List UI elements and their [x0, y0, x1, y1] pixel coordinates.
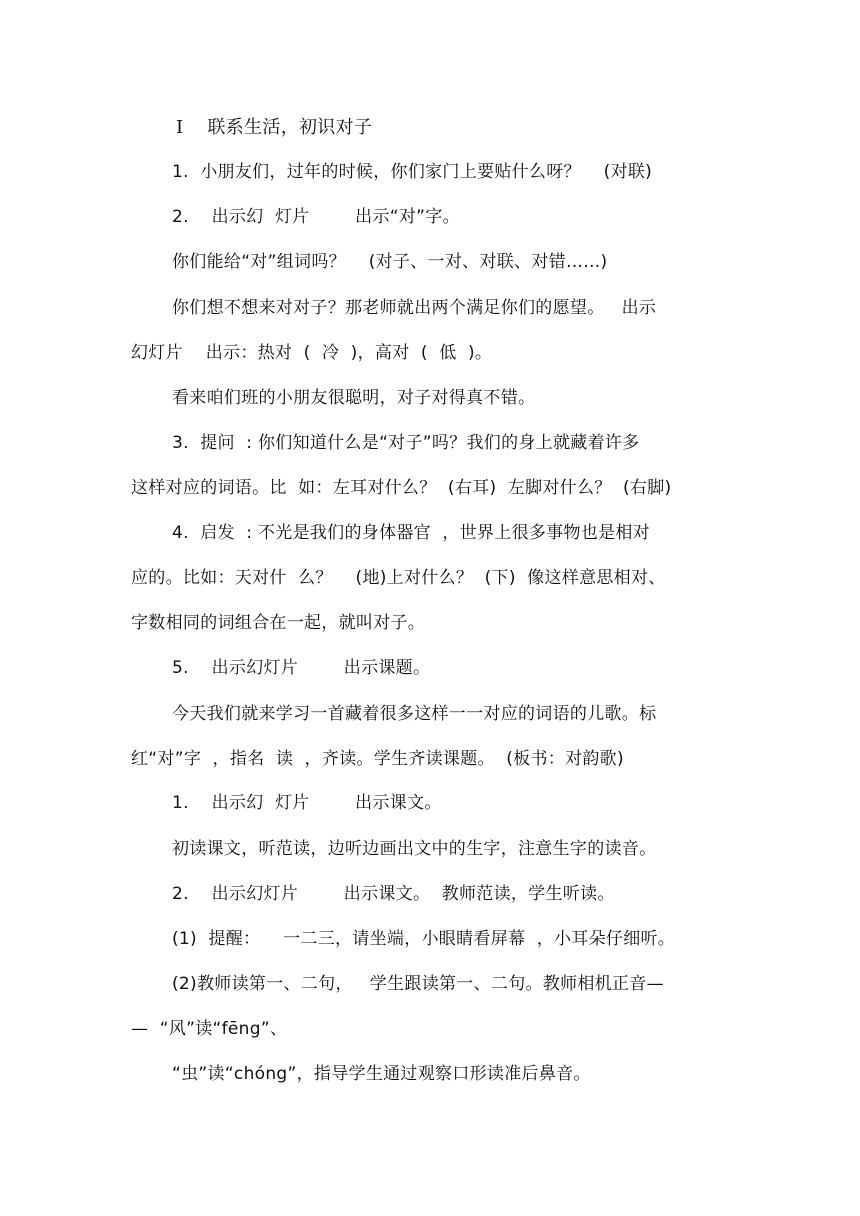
paragraph-line: 今天我们就来学习一首藏着很多这样一一对应的词语的儿歌。标 [172, 704, 657, 724]
paragraph-line: 字数相同的词组合在一起，就叫对子。 [131, 613, 426, 633]
paragraph-line: — “风”读“fēng”、 [131, 1019, 288, 1039]
paragraph-line: 3. 提问 : 你们知道什么是“对子”吗？我们的身上就藏着许多 [172, 433, 640, 453]
section-heading: Ⅰ 联系生活，初识对子 [176, 117, 373, 138]
paragraph-line: 2. 出示幻灯片 出示课文。 教师范读，学生听读。 [172, 884, 615, 904]
paragraph-line: 你们能给“对”组词吗？ (对子、一对、对联、对错……) [172, 252, 608, 272]
paragraph-line: 红“对”字 ，指名 读 ，齐读。学生齐读课题。 (板书：对韵歌) [131, 749, 624, 769]
paragraph-line: (2)教师读第一、二句， 学生跟读第一、二句。教师相机正音— [172, 974, 664, 994]
paragraph-line: 2. 出示幻 灯片 出示“对”字。 [172, 207, 460, 227]
paragraph-line: 1. 小朋友们，过年的时候，你们家门上要贴什么呀？ (对联) [172, 162, 653, 182]
paragraph-line: 幻灯片 出示：热对 ( 冷 )，高对 ( 低 )。 [131, 343, 493, 363]
paragraph-line: 初读课文，听范读，边听边画出文中的生字，注意生字的读音。 [172, 839, 657, 859]
paragraph-line: 1. 出示幻 灯片 出示课文。 [172, 793, 442, 813]
paragraph-line: 4. 启发 : 不光是我们的身体器官 ，世界上很多事物也是相对 [172, 523, 650, 543]
paragraph-line: 看来咱们班的小朋友很聪明，对子对得真不错。 [172, 388, 536, 408]
paragraph-line: “虫”读“chóng”，指导学生通过观察口形读准后鼻音。 [172, 1064, 591, 1084]
paragraph-line: 这样对应的词语。比 如：左耳对什么？ (右耳) 左脚对什么？ (右脚) [131, 478, 672, 498]
paragraph-line: (1) 提醒： 一二三，请坐端，小眼睛看屏幕 ，小耳朵仔细听。 [172, 929, 676, 949]
paragraph-line: 5. 出示幻灯片 出示课题。 [172, 658, 431, 678]
paragraph-line: 应的。比如：天对什 么？ (地)上对什么？ (下) 像这样意思相对、 [131, 568, 666, 588]
paragraph-line: 你们想不想来对对子？那老师就出两个满足你们的愿望。 出示 [172, 298, 657, 318]
